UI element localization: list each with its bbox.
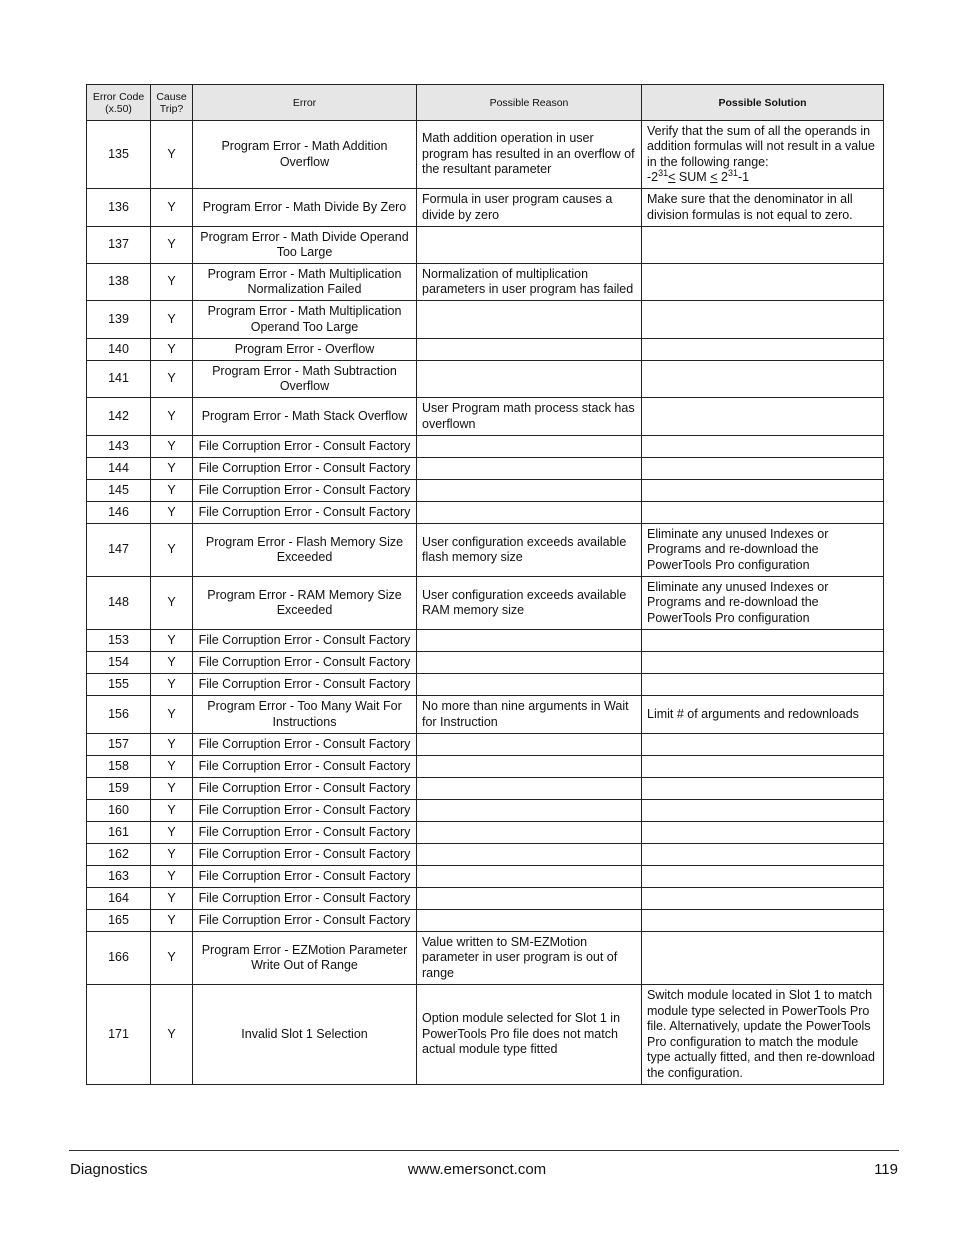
possible-reason-cell [417, 577, 642, 630]
possible-reason-cell [417, 227, 642, 264]
possible-solution-cell-text: Switch module located in Slot 1 to match module type selected in PowerTools Pro file. Alternatively, update the PowerTools Pro configuration to match the module type actually fitted, and then re-download the configuration. [647, 988, 875, 1080]
table-row [87, 361, 884, 398]
table-body [87, 121, 884, 1085]
cause-trip-cell [151, 121, 193, 189]
possible-solution-cell [642, 458, 884, 480]
error-code-cell [87, 910, 151, 932]
possible-solution-cell-text: Make sure that the denominator in all division formulas is not equal to zero. [647, 192, 853, 222]
possible-reason-cell [417, 734, 642, 756]
possible-solution-cell [642, 189, 884, 227]
error-code-cell-text: 153 [108, 632, 129, 647]
table-row [87, 264, 884, 301]
possible-reason-cell [417, 756, 642, 778]
possible-solution-cell [642, 577, 884, 630]
error-code-cell-text: 147 [108, 542, 129, 557]
possible-reason-cell [417, 361, 642, 398]
cause-trip-cell [151, 577, 193, 630]
error-cell-text: Program Error - Too Many Wait For Instructions [207, 699, 402, 729]
cause-trip-cell [151, 361, 193, 398]
error-code-cell-text: 140 [108, 341, 129, 356]
cause-trip-cell [151, 502, 193, 524]
table-row [87, 696, 884, 734]
header-cause-trip: Cause Trip? [151, 85, 193, 121]
table-row [87, 866, 884, 888]
error-cell-text: File Corruption Error - Consult Factory [198, 482, 411, 497]
error-code-cell-text: 159 [108, 780, 129, 795]
error-cell [193, 398, 417, 436]
possible-reason-cell-text: No more than nine arguments in Wait for Instruction [422, 699, 629, 729]
cause-trip-cell [151, 800, 193, 822]
possible-solution-cell [642, 361, 884, 398]
table-row [87, 910, 884, 932]
footer-url: www.emersonct.com [407, 1161, 547, 1178]
error-code-cell-text: 156 [108, 706, 129, 721]
error-cell-text: File Corruption Error - Consult Factory [198, 846, 411, 861]
table-row [87, 822, 884, 844]
error-cell [193, 844, 417, 866]
cause-trip-cell [151, 734, 193, 756]
error-code-cell [87, 800, 151, 822]
formula-part-exp1: 31 [658, 167, 669, 178]
possible-solution-cell-text: Verify that the sum of all the operands in addition formulas will not result in a value in the following range: [647, 123, 875, 169]
error-cell [193, 189, 417, 227]
error-cell [193, 361, 417, 398]
possible-solution-cell [642, 756, 884, 778]
table-row [87, 480, 884, 502]
possible-reason-cell [417, 778, 642, 800]
possible-reason-cell [417, 932, 642, 985]
table-row [87, 756, 884, 778]
possible-solution-cell [642, 264, 884, 301]
error-code-cell [87, 264, 151, 301]
sum-range-formula [647, 167, 878, 186]
error-code-cell [87, 756, 151, 778]
table-row [87, 121, 884, 189]
error-code-cell [87, 844, 151, 866]
error-cell-text: Program Error - Flash Memory Size Exceeded [205, 534, 404, 564]
table-header-row [87, 85, 884, 121]
possible-solution-cell [642, 800, 884, 822]
error-cell [193, 577, 417, 630]
error-cell [193, 932, 417, 985]
formula-part-le1: < [668, 170, 676, 184]
cause-trip-cell [151, 264, 193, 301]
possible-reason-cell [417, 630, 642, 652]
error-code-cell-text: 160 [108, 802, 129, 817]
error-cell-text: File Corruption Error - Consult Factory [198, 890, 411, 905]
error-cell-text: File Corruption Error - Consult Factory [198, 460, 411, 475]
possible-reason-cell [417, 910, 642, 932]
error-cell [193, 458, 417, 480]
possible-solution-cell [642, 480, 884, 502]
error-cell [193, 524, 417, 577]
possible-reason-cell-text: Normalization of multiplication parameters in user program has failed [422, 266, 634, 296]
table-row [87, 301, 884, 339]
possible-reason-cell-text: Value written to SM-EZMotion parameter in user program is out of range [422, 934, 618, 980]
error-cell-text: File Corruption Error - Consult Factory [198, 802, 411, 817]
error-code-cell [87, 778, 151, 800]
error-code-cell-text: 136 [108, 199, 129, 214]
error-cell [193, 339, 417, 361]
formula-part-two: 2 [717, 170, 728, 184]
error-code-cell [87, 932, 151, 985]
cause-trip-cell-text: Y [167, 824, 176, 839]
table-row [87, 458, 884, 480]
cause-trip-cell-text: Y [167, 482, 176, 497]
cause-trip-cell-text: Y [167, 632, 176, 647]
error-code-cell-text: 138 [108, 274, 129, 289]
cause-trip-cell [151, 398, 193, 436]
error-code-cell [87, 524, 151, 577]
possible-solution-cell [642, 866, 884, 888]
table-row [87, 888, 884, 910]
possible-reason-cell [417, 436, 642, 458]
possible-reason-cell [417, 674, 642, 696]
cause-trip-cell [151, 524, 193, 577]
error-code-cell [87, 436, 151, 458]
table-row [87, 339, 884, 361]
error-cell-text: File Corruption Error - Consult Factory [198, 758, 411, 773]
cause-trip-cell [151, 888, 193, 910]
possible-reason-cell [417, 264, 642, 301]
cause-trip-cell-text: Y [167, 846, 176, 861]
error-cell [193, 800, 417, 822]
possible-reason-cell [417, 985, 642, 1085]
cause-trip-cell-text: Y [167, 146, 176, 161]
error-cell-text: File Corruption Error - Consult Factory [198, 868, 411, 883]
cause-trip-cell-text: Y [167, 504, 176, 519]
header-possible-solution: Possible Solution [642, 85, 884, 121]
possible-solution-cell [642, 822, 884, 844]
possible-reason-cell [417, 888, 642, 910]
error-cell-text: Program Error - EZMotion Parameter Write Out of Range [201, 942, 408, 972]
cause-trip-cell [151, 756, 193, 778]
cause-trip-cell [151, 189, 193, 227]
possible-reason-cell [417, 502, 642, 524]
error-cell [193, 888, 417, 910]
error-cell-text: File Corruption Error - Consult Factory [198, 632, 411, 647]
cause-trip-cell-text: Y [167, 758, 176, 773]
error-code-cell [87, 121, 151, 189]
possible-reason-cell-text: User configuration exceeds available RAM memory size [422, 587, 627, 617]
possible-solution-cell [642, 398, 884, 436]
possible-solution-cell [642, 932, 884, 985]
error-code-cell [87, 985, 151, 1085]
possible-reason-cell [417, 696, 642, 734]
cause-trip-cell [151, 696, 193, 734]
error-code-cell-text: 157 [108, 736, 129, 751]
error-code-cell [87, 189, 151, 227]
error-code-cell-text: 163 [108, 868, 129, 883]
possible-reason-cell-text: User Program math process stack has overflown [422, 401, 635, 431]
error-code-cell [87, 398, 151, 436]
error-code-cell [87, 480, 151, 502]
table-row [87, 734, 884, 756]
table-row [87, 436, 884, 458]
error-cell [193, 674, 417, 696]
cause-trip-cell-text: Y [167, 654, 176, 669]
header-possible-reason: Possible Reason [417, 85, 642, 121]
error-code-cell-text: 141 [108, 371, 129, 386]
cause-trip-cell [151, 674, 193, 696]
error-cell-text: Program Error - Math Addition Overflow [221, 139, 388, 169]
error-code-cell-text: 166 [108, 950, 129, 965]
error-code-cell-text: 146 [108, 504, 129, 519]
cause-trip-cell-text: Y [167, 912, 176, 927]
error-cell-text: Program Error - RAM Memory Size Exceeded [207, 587, 402, 617]
possible-solution-cell [642, 121, 884, 189]
possible-reason-cell-text: Formula in user program causes a divide by zero [422, 192, 613, 222]
possible-reason-cell [417, 800, 642, 822]
error-code-cell-text: 139 [108, 311, 129, 326]
formula-part-minus: -2 [647, 170, 659, 184]
possible-solution-cell-text: Eliminate any unused Indexes or Programs and re-download the PowerTools Pro configuration [647, 579, 829, 625]
table-row [87, 800, 884, 822]
footer-page-number: 119 [874, 1161, 898, 1178]
table-row [87, 577, 884, 630]
formula-part-tail: -1 [737, 170, 750, 184]
table-row [87, 189, 884, 227]
possible-solution-cell [642, 630, 884, 652]
error-cell-text: Program Error - Math Subtraction Overflow [212, 363, 397, 393]
table-row [87, 985, 884, 1085]
error-cell-text: File Corruption Error - Consult Factory [198, 504, 411, 519]
cause-trip-cell-text: Y [167, 199, 176, 214]
table-row [87, 932, 884, 985]
cause-trip-cell [151, 436, 193, 458]
cause-trip-cell-text: Y [167, 311, 176, 326]
cause-trip-cell-text: Y [167, 890, 176, 905]
possible-reason-cell [417, 652, 642, 674]
possible-solution-cell [642, 227, 884, 264]
error-code-cell [87, 339, 151, 361]
possible-solution-cell [642, 778, 884, 800]
cause-trip-cell [151, 458, 193, 480]
error-cell [193, 985, 417, 1085]
error-cell [193, 696, 417, 734]
error-cell [193, 227, 417, 264]
possible-solution-cell-text: Limit # of arguments and redownloads [647, 706, 859, 721]
error-cell [193, 301, 417, 339]
cause-trip-cell [151, 910, 193, 932]
error-cell-text: Program Error - Math Divide Operand Too Large [200, 229, 409, 259]
error-code-cell-text: 154 [108, 654, 129, 669]
cause-trip-cell-text: Y [167, 237, 176, 252]
formula-part-sum: SUM [675, 170, 711, 184]
footer-section: Diagnostics [70, 1161, 148, 1178]
error-cell [193, 480, 417, 502]
cause-trip-cell-text: Y [167, 595, 176, 610]
error-cell [193, 734, 417, 756]
cause-trip-cell [151, 866, 193, 888]
error-cell [193, 866, 417, 888]
cause-trip-cell-text: Y [167, 802, 176, 817]
error-cell-text: Program Error - Overflow [234, 341, 375, 356]
possible-reason-cell [417, 339, 642, 361]
error-code-cell [87, 630, 151, 652]
cause-trip-cell-text: Y [167, 341, 176, 356]
error-code-cell [87, 458, 151, 480]
table-row [87, 844, 884, 866]
error-code-cell-text: 164 [108, 890, 129, 905]
cause-trip-cell [151, 932, 193, 985]
cause-trip-cell [151, 822, 193, 844]
error-code-cell-text: 165 [108, 912, 129, 927]
cause-trip-cell [151, 480, 193, 502]
possible-reason-cell [417, 822, 642, 844]
cause-trip-cell [151, 778, 193, 800]
cause-trip-cell-text: Y [167, 736, 176, 751]
error-cell-text: File Corruption Error - Consult Factory [198, 912, 411, 927]
error-code-cell [87, 227, 151, 264]
cause-trip-cell-text: Y [167, 706, 176, 721]
possible-solution-cell [642, 844, 884, 866]
footer-divider [69, 1150, 899, 1151]
error-code-cell [87, 502, 151, 524]
cause-trip-cell-text: Y [167, 780, 176, 795]
cause-trip-cell [151, 652, 193, 674]
cause-trip-cell [151, 339, 193, 361]
possible-reason-cell [417, 121, 642, 189]
error-cell [193, 756, 417, 778]
formula-part-le2: < [710, 170, 718, 184]
error-code-cell [87, 888, 151, 910]
error-cell-text: Program Error - Math Multiplication Operand Too Large [207, 304, 402, 334]
possible-solution-cell [642, 524, 884, 577]
possible-reason-cell [417, 458, 642, 480]
error-code-cell [87, 361, 151, 398]
error-code-cell-text: 137 [108, 237, 129, 252]
possible-reason-cell [417, 844, 642, 866]
cause-trip-cell [151, 227, 193, 264]
error-code-cell-text: 171 [108, 1026, 129, 1041]
error-cell-text: Program Error - Math Multiplication Normalization Failed [207, 266, 402, 296]
error-cell [193, 822, 417, 844]
cause-trip-cell-text: Y [167, 460, 176, 475]
possible-solution-cell-text: Eliminate any unused Indexes or Programs and re-download the PowerTools Pro configuration [647, 526, 829, 572]
possible-solution-cell [642, 910, 884, 932]
error-cell-text: File Corruption Error - Consult Factory [198, 654, 411, 669]
possible-solution-cell [642, 888, 884, 910]
error-cell-text: File Corruption Error - Consult Factory [198, 438, 411, 453]
possible-reason-cell [417, 480, 642, 502]
error-code-cell-text: 135 [108, 146, 129, 161]
formula-part-exp2: 31 [727, 167, 738, 178]
error-cell-text: File Corruption Error - Consult Factory [198, 736, 411, 751]
possible-solution-cell [642, 674, 884, 696]
cause-trip-cell [151, 844, 193, 866]
cause-trip-cell-text: Y [167, 408, 176, 423]
error-cell [193, 121, 417, 189]
table-row [87, 398, 884, 436]
error-code-cell-text: 155 [108, 676, 129, 691]
table-row [87, 652, 884, 674]
error-code-cell [87, 577, 151, 630]
table-row [87, 524, 884, 577]
error-code-cell-text: 145 [108, 482, 129, 497]
error-cell-text: File Corruption Error - Consult Factory [198, 824, 411, 839]
error-code-cell [87, 301, 151, 339]
possible-reason-cell [417, 301, 642, 339]
possible-solution-cell [642, 436, 884, 458]
table-row [87, 227, 884, 264]
error-code-cell-text: 144 [108, 460, 129, 475]
possible-reason-cell-text: User configuration exceeds available flash memory size [422, 534, 627, 564]
possible-solution-cell [642, 985, 884, 1085]
error-cell-text: Program Error - Math Stack Overflow [201, 408, 408, 423]
error-cell [193, 910, 417, 932]
cause-trip-cell-text: Y [167, 371, 176, 386]
possible-solution-cell [642, 502, 884, 524]
possible-reason-cell-text: Math addition operation in user program has resulted in an overflow of the resultant parameter [422, 131, 635, 177]
cause-trip-cell-text: Y [167, 542, 176, 557]
header-error: Error [193, 85, 417, 121]
possible-reason-cell [417, 398, 642, 436]
cause-trip-cell-text: Y [167, 868, 176, 883]
error-cell-text: File Corruption Error - Consult Factory [198, 676, 411, 691]
error-code-table [86, 84, 884, 1085]
error-cell-text: Program Error - Math Divide By Zero [202, 199, 407, 214]
possible-solution-cell [642, 301, 884, 339]
error-cell [193, 502, 417, 524]
table-row [87, 778, 884, 800]
error-code-cell-text: 142 [108, 408, 129, 423]
possible-reason-cell [417, 189, 642, 227]
error-code-cell [87, 696, 151, 734]
error-code-cell [87, 822, 151, 844]
error-code-cell-text: 162 [108, 846, 129, 861]
cause-trip-cell-text: Y [167, 274, 176, 289]
possible-reason-cell [417, 524, 642, 577]
header-error-code: Error Code (x.50) [87, 85, 151, 121]
possible-reason-cell-text: Option module selected for Slot 1 in PowerTools Pro file does not match actual module type fitted [422, 1011, 621, 1057]
possible-solution-cell [642, 734, 884, 756]
error-code-cell-text: 143 [108, 438, 129, 453]
error-cell-text: File Corruption Error - Consult Factory [198, 780, 411, 795]
error-code-cell [87, 734, 151, 756]
cause-trip-cell [151, 985, 193, 1085]
possible-solution-cell [642, 696, 884, 734]
error-cell [193, 778, 417, 800]
error-cell [193, 264, 417, 301]
table-row [87, 502, 884, 524]
possible-reason-cell [417, 866, 642, 888]
error-code-cell [87, 866, 151, 888]
error-cell [193, 436, 417, 458]
error-cell [193, 630, 417, 652]
possible-solution-cell [642, 652, 884, 674]
error-code-cell-text: 161 [108, 824, 129, 839]
table-row [87, 630, 884, 652]
cause-trip-cell [151, 630, 193, 652]
possible-solution-cell [642, 339, 884, 361]
error-cell-text: Invalid Slot 1 Selection [241, 1026, 368, 1041]
error-code-cell-text: 148 [108, 595, 129, 610]
table-row [87, 674, 884, 696]
cause-trip-cell-text: Y [167, 950, 176, 965]
cause-trip-cell-text: Y [167, 1026, 176, 1041]
error-code-cell-text: 158 [108, 758, 129, 773]
error-cell [193, 652, 417, 674]
cause-trip-cell-text: Y [167, 438, 176, 453]
error-code-cell [87, 652, 151, 674]
cause-trip-cell [151, 301, 193, 339]
cause-trip-cell-text: Y [167, 676, 176, 691]
error-code-cell [87, 674, 151, 696]
